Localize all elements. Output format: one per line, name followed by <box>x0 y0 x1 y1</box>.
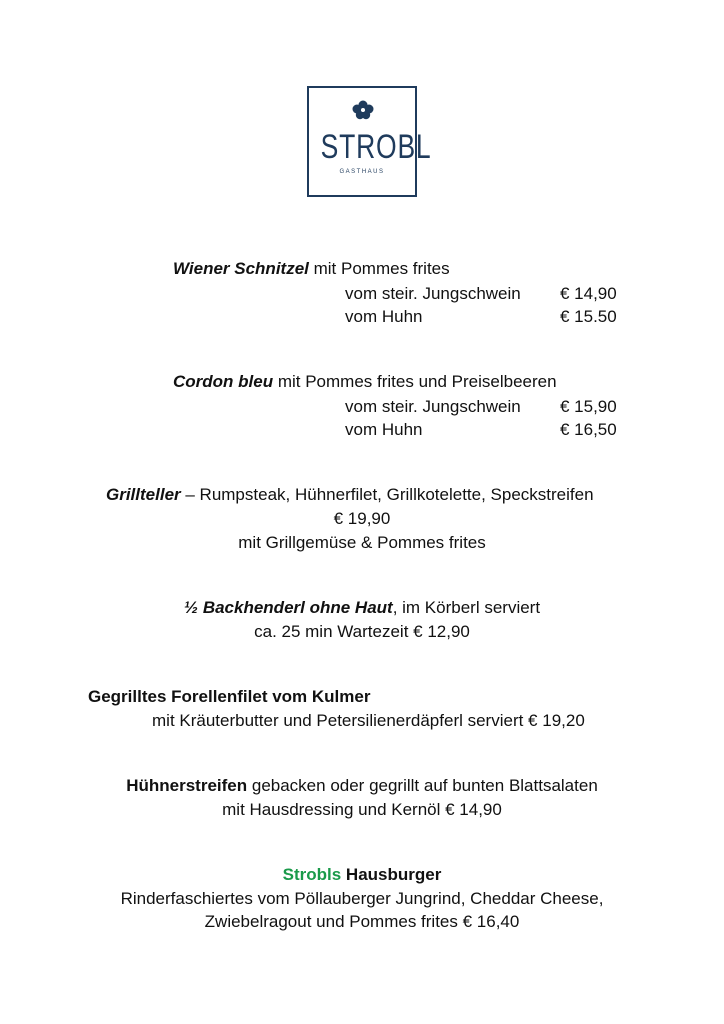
cordon-title <box>173 371 557 393</box>
schnitzel-desc: mit Pommes frites <box>308 259 450 278</box>
burger-desc: Rinderfaschiertes vom Pöllauberger Jungrind, Cheddar Cheese, <box>120 889 604 908</box>
huehner-title <box>0 775 724 797</box>
huehner-price: mit Hausdressing und Kernöl € 14,90 <box>222 800 502 819</box>
backhendl-name: ½ Backhenderl ohne Haut <box>183 598 393 617</box>
cordon-option-price: € 16,50 <box>560 420 617 439</box>
schnitzel-title <box>173 258 450 280</box>
forelle-name: Gegrilltes Forellenfilet vom Kulmer <box>88 687 371 706</box>
burger-price: Zwiebelragout und Pommes frites € 16,40 <box>204 912 520 931</box>
grill-title <box>106 484 594 506</box>
grill-price: € 19,90 <box>333 509 391 528</box>
cordon-desc: mit Pommes frites und Preiselbeeren <box>273 372 557 391</box>
huehner-name: Hühnerstreifen <box>126 776 248 795</box>
schnitzel-option-price: € 15.50 <box>560 307 617 326</box>
schnitzel-option-price: € 14,90 <box>560 284 617 303</box>
flower-icon <box>352 100 374 120</box>
grill-sides: mit Grillgemüse & Pommes frites <box>238 533 486 552</box>
schnitzel-name: Wiener Schnitzel <box>173 259 309 278</box>
cordon-option-label: vom Huhn <box>345 420 423 439</box>
cordon-option-price: € 15,90 <box>560 397 617 416</box>
grill-name: Grillteller <box>106 485 181 504</box>
grill-desc: – Rumpsteak, Hühnerfilet, Grillkotelette, Speckstreifen <box>180 485 594 504</box>
burger-name: Hausburger <box>341 865 442 884</box>
backhendl-desc: , im Körberl serviert <box>392 598 541 617</box>
forelle-desc: mit Kräuterbutter und Petersilienerdäpferl serviert € 19,20 <box>152 711 585 730</box>
logo-subtitle: GASTHAUS <box>339 169 385 175</box>
logo-word: STROBL <box>320 128 432 166</box>
cordon-option-label: vom steir. Jungschwein <box>345 397 521 416</box>
schnitzel-option-label: vom steir. Jungschwein <box>345 284 521 303</box>
burger-title <box>0 864 724 886</box>
schnitzel-option-label: vom Huhn <box>345 307 423 326</box>
strobl-logo <box>307 86 432 197</box>
burger-brand: Strobls <box>282 865 342 884</box>
backhendl-price: ca. 25 min Wartezeit € 12,90 <box>254 622 470 641</box>
cordon-name: Cordon bleu <box>173 372 274 391</box>
backhendl-title <box>0 597 724 619</box>
huehner-desc: gebacken oder gegrillt auf bunten Blattsalaten <box>247 776 598 795</box>
